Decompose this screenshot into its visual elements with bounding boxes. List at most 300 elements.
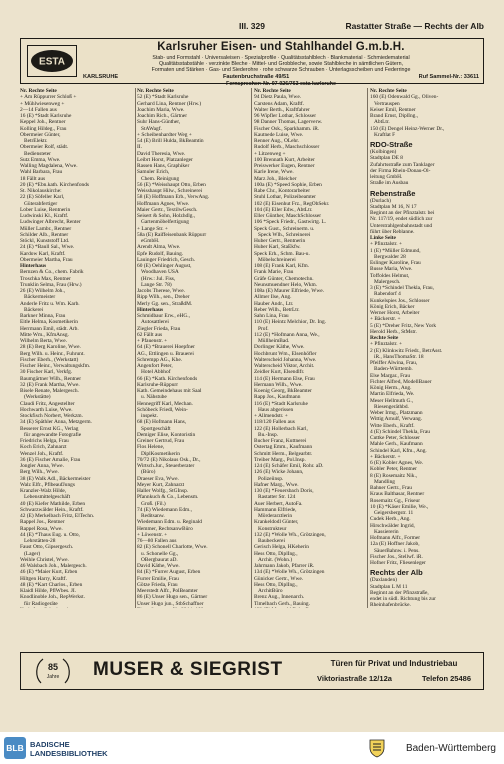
library-name-line-1: BADISCHE [30, 740, 70, 749]
directory-entry: Rassen Hans, Graphiker [137, 163, 190, 169]
directory-entry: Karlsruhe-Rüppurr [137, 381, 179, 388]
directory-entry: Mahle Gerh., Kaufmann [370, 441, 423, 448]
directory-entry: Bernzen & Co., chem. Fabrik [20, 269, 84, 276]
directory-column-2 [137, 88, 249, 608]
directory-entry: 126 (E) Wicke Johann, [254, 469, 304, 476]
directory-entry: Sportgeschäft [141, 425, 171, 432]
directory-entry: 16 (E) *Stadt Karlsruhe [20, 113, 72, 119]
directory-entry: Vertrauspen [374, 100, 400, 107]
directory-entry: Hochwarth Luise, Wwe. [20, 406, 73, 413]
directory-entry: iR., HansThomaStr. 18 [374, 353, 424, 360]
directory-entry: Rappel Rosa, Wwe. [20, 525, 63, 532]
directory-entry: Günicker Gertr., Wwe. [254, 575, 304, 582]
section-heading: Nr. Rechte Seite [254, 88, 291, 94]
directory-entry: Bäckermeister [24, 294, 56, 301]
directory-entry: + Scheibenhardter Weg + [137, 131, 192, 138]
directory-entry: Suhr Hans-Günther, [137, 119, 181, 126]
directory-entry: 108 (E) Frank Karl, Kfm. [254, 263, 310, 269]
directory-entry: 18 Fällt aus [20, 175, 46, 182]
directory-entry: Angenfort Peter, [137, 363, 173, 369]
directory-entry: Stockfisch Norbert, Werkzm. [20, 413, 83, 419]
directory-entry: Götze Frieda, Frau [137, 581, 178, 588]
directory-entry: Samuler Erich, [137, 169, 170, 176]
library-name-line-2: LANDESBIBLIOTHEK [30, 749, 108, 758]
directory-entry: Allmer Ilse, Ang. [254, 294, 292, 301]
directory-entry: Fischer Heinr., Verwaltungskfm. [20, 363, 91, 369]
section-heading: Linke Seite [370, 235, 396, 241]
directory-entry: 8 (E) Rosemaitz Nik., [370, 472, 418, 479]
directory-entry: 36 (E) Fischer Amalie, Frau [20, 456, 81, 463]
directory-entry [254, 607, 365, 608]
ad-line-3: Formaten und Stärken · Gas- und Siederohre · rohe schwarze Schrauben · Unterlagsscheiben und Federringe [151, 67, 411, 73]
directory-entry: BetrElektr. [24, 138, 48, 144]
directory-entry: 108a (E) Maurer Elfriede, Wwe. [254, 288, 324, 294]
laurel-icon [31, 655, 75, 687]
directory-entry: + Mühlwiesenweg + [20, 100, 65, 107]
directory-entry: Greiner Gertrud, Frau [137, 438, 185, 444]
directory-entry: 106 *Speck Friedr., Gastwirtg. L. [254, 219, 327, 226]
directory-entry: Herold Herb., StMstr. [370, 328, 417, 335]
directory-entry: + Pfauenstr. + [137, 338, 168, 344]
directory-entry: 114 (E) Hermann Else, Frau [254, 375, 315, 382]
street-heading: Rechts der Alb [370, 568, 423, 578]
directory-entry: Zeidler Kurt, Elsendlfr. [254, 369, 305, 376]
directory-entry: 76—80 Fallen aus [137, 538, 177, 544]
directory-entry: Demiger Elise, Kontoristin [137, 431, 196, 438]
directory-entry: Meser Hellmuth G., [370, 397, 414, 404]
directory-entry: 44 (E) *Thaus Eug. u. Otto, [20, 531, 80, 538]
directory-entry: Rudolf Herb., Maschschlosser [254, 144, 320, 151]
directory-entry: Merly Gg. sen., StraßdM. [137, 300, 193, 307]
section-heading: Nr. Rechte Seite [370, 88, 407, 94]
directory-entry: 60 (E) Oehlinger August, [137, 263, 192, 269]
directory-entry: Jongler Anna, Wwe. [20, 463, 64, 469]
directory-entry: Fichter Alfred, ModellBauer [370, 378, 432, 385]
directory-entry: 96 Wipfler Lothar, Schlosser [254, 113, 317, 119]
directory-entry: für Radiogeräte [24, 600, 58, 607]
directory-entry: Kobler Peter, Rentner [370, 466, 417, 473]
directory-entry: Schmidbaur Erw., eHG., [137, 313, 190, 319]
directory-entry: 6 (E) Kobler Agnes, We. [370, 460, 424, 466]
directory-entry: Unser Hugo jun., StbSchaffner [137, 600, 204, 607]
directory-entry: Mitte Wm., KfmAnsg. [20, 331, 69, 338]
directory-entry: Leibrt Horst, Platzanleger [137, 156, 193, 163]
directory-entry: Walter Berth., Kraftfahrer [254, 106, 310, 113]
directory-entry [20, 607, 133, 608]
directory-entry: Nr. 117/19, endet südlich zur [370, 216, 433, 223]
directory-entry: 3 (E) *Schindel Thekla, Frau, [370, 285, 434, 291]
directory-entry: 38 (E) Walk Adl., Bäckermeister [20, 475, 91, 482]
directory-entry: Ripp Wilh., sen., Dreher [137, 294, 190, 301]
directory-entry: 40 (E) Kiefer Mathilde, Erben [20, 500, 86, 507]
section-heading: Nr. Rechte Seite [137, 88, 174, 94]
directory-entry: Haller Wolfg., StGInsp. [137, 488, 189, 494]
directory-entry: Baden-Württemb. [374, 366, 413, 373]
street-heading: Rebenstraße [370, 188, 416, 198]
section-heading: Hinterhaus [137, 306, 164, 313]
directory-entry: Haus abgerissen [258, 406, 294, 413]
directory-entry: (Kolbingen) [370, 149, 397, 155]
directory-entry: (Hrw.: Jul. Fiss, [141, 275, 176, 282]
directory-entry: 100 Brennath Kurt, Arbeiter [254, 156, 315, 163]
directory-entry: + Am Rüppurrer Schloß + [20, 94, 77, 101]
directory-entry [137, 607, 249, 608]
directory-entry: Weihle Christel, Wwe. [20, 556, 69, 563]
directory-entry: inspekt. [141, 413, 158, 419]
directory-entry: Keppel Joh., Rentner [20, 119, 66, 126]
directory-entry: Cudek Herb., Ang. [370, 516, 411, 523]
directory-entry: Bu.-Insp. [258, 431, 279, 438]
directory-entry: Hess Otto, DiplIng., [254, 581, 298, 588]
directory-entry: Prof. [258, 325, 269, 332]
directory-entry: Koch Erich, Zahnarzt [20, 444, 67, 451]
directory-entry: Huber Gertr., Rentnerin [254, 238, 306, 244]
directory-entry: Jacobs Therese, Wwe. [137, 288, 185, 294]
directory-entry: Schilder Alb., Rentner [20, 231, 69, 238]
directory-entry: 110 (E) Heintz Melchior, Dr. Ing. [254, 319, 327, 326]
directory-entry: Sutz Emma, Wwe. [20, 156, 61, 163]
directory-entry: Rabe Chr., Kontorarbeiter [254, 188, 310, 194]
section-heading: Rechte Seite [370, 335, 399, 341]
directory-entry: 2 (E) Klinkwitz Friedr., BetrAsst. [370, 347, 443, 354]
directory-entry: Hammann Elfriede, [254, 506, 297, 513]
directory-entry: 48 (E) *Kart Charlos., Erben [20, 581, 83, 588]
directory-entry: 98 Danner Thomas, Lagerverw. [254, 119, 323, 126]
directory-entry: Keiser Emil, Rentner [370, 106, 416, 113]
directory-entry: Preiswerker Eugen, Rentner [254, 163, 315, 169]
directory-entry: Ziegler Frieda, Frau [137, 325, 181, 332]
directory-entry: Berg Wilh., Wwe. [20, 469, 59, 476]
directory-entry: Baubeckerei [258, 538, 285, 544]
directory-entry: Brenz Aug., Innenarch. [254, 594, 305, 601]
ad-contact-row [83, 74, 479, 81]
directory-entry: 28 (E) Berg Karoline, Wwe. [20, 344, 81, 351]
directory-entry: + Bäckerstr. + [370, 453, 401, 460]
directory-entry: 84 (E) *Furrer August, Erben [137, 569, 201, 576]
directory-entry: Schwarzwälder Hein., Kraftf. [20, 506, 84, 513]
directory-entry: 124 (E) Schäfer Emil, Rohr. aD. [254, 463, 324, 469]
directory-entry: Archit. (Wohn.) [258, 556, 293, 563]
column-divider [367, 88, 368, 608]
directory-entry: Walterscheid Viktor, Archit. [254, 363, 315, 369]
directory-entry: Wahl Barbara, Frau [20, 169, 63, 176]
directory-entry: Jahrmann Jakob, Pfarrer iR. [254, 563, 315, 569]
directory-entry: Joachim Maria, Wwe. [137, 106, 185, 113]
directory-entry: Beginnt an der Pfinztalstr. bei [370, 210, 435, 216]
directory-entry: u. Schonelle Gg., [141, 550, 179, 557]
directory-entry: Speck Erh., Schm. Bau-u. [254, 250, 310, 257]
directory-entry: der Firma Rhein-Donau-Öl- [370, 167, 431, 174]
directory-entry: Lauinger Friedrich, Gesch. [137, 256, 196, 263]
directory-entry: Hermann Wilh., Wwe. [254, 381, 303, 388]
firm-name: MUSER & SIEGRIST [93, 659, 283, 680]
directory-entry: 82 (E) Schonell Charlotte, Wwe. [137, 544, 208, 551]
directory-entry: Timelbach Gerh., Bauing. [254, 600, 310, 607]
directory-entry: 132 (E) *Wolle Wh., Grötzingen, [254, 531, 326, 538]
directory-entry: Pfeiffer Alwina, Frau, [370, 360, 418, 366]
directory-entry: Cuttke Peter, Schlosser [370, 435, 420, 441]
directory-entry: Troschka Max, Rentner [20, 275, 71, 282]
directory-entry: Woodhaven USA [141, 269, 179, 276]
directory-entry: Kath. Gemeindehaus mit Saal [137, 388, 202, 394]
directory-entry: Beginnt an der Pfinzstraße, [370, 589, 429, 596]
directory-entry: Bahner Gertr., Frau [370, 485, 412, 491]
library-footer [0, 732, 504, 764]
directory-entry: + Allmendstr. + [254, 413, 288, 419]
directory-entry: 74 (E) Wiedemann Edm., [137, 506, 192, 513]
directory-entry: Kranzler-Walz Hilde, [20, 488, 67, 494]
directory-entry: II. [137, 144, 142, 151]
directory-entry: 122 (E) Hollerbach Karl, [254, 425, 308, 432]
directory-entry: (Durlach) [370, 197, 391, 204]
directory-entry: Hotel Abbhof [141, 369, 171, 376]
directory-entry: Ludwinger Albrecht, Renter [20, 219, 81, 226]
directory-entry: Geigersbergstr. 11 [374, 510, 414, 516]
directory-entry: + Löwenstr. + [137, 531, 168, 538]
directory-entry: leitung GmbH. [370, 174, 403, 180]
firm-slogan: Türen für Privat und Industriebau [330, 659, 458, 668]
directory-entry: + Litzenweg + [254, 150, 286, 157]
directory-entry: Konstrukteur [258, 525, 287, 532]
directory-entry: Lehrstätten-28 [24, 538, 56, 544]
directory-entry: Eller Günther, MaschSchlosser [254, 213, 322, 219]
directory-entry: Gartenmöbelfertigung [141, 219, 189, 226]
directory-entry: Hirschwälder Ingrid, [370, 522, 415, 529]
ad-title: Karlsruher Eisen- und Stahlhandel G.m.b.H. [157, 41, 405, 53]
directory-entry: DiplKosmetikerin [141, 450, 180, 457]
directory-entry: Maier Gertr., TextilwGesch. [137, 206, 198, 213]
directory-entry: Bisele Renate, Malergesch. [20, 388, 79, 394]
directory-entry: 34 (E) Späthler Anna, Metzgerm. [20, 419, 92, 426]
directory-entry: Bäckerei [24, 306, 44, 313]
directory-entry: 112 (E) *Hofmann Anna, We., [254, 331, 320, 338]
directory-column-3 [254, 88, 365, 608]
directory-entry: Möbelschreinerei [258, 256, 296, 263]
directory-entry: Autosattlerei [141, 319, 169, 326]
directory-entry: 42 (E) Merkelbach Fritz, ElTechn. [20, 513, 95, 519]
state-crest-icon [368, 738, 386, 758]
column-divider [135, 88, 136, 608]
directory-entry: 150 (E) Dengel Heinz-Werner Dr., [370, 125, 445, 132]
directory-entry: Walling Magdalena, Wwe. [20, 163, 78, 169]
directory-entry: Hennegriff Karl, Mechan. [137, 400, 193, 407]
directory-entry: Treiber Marg., Pol.Insp. [254, 456, 306, 463]
directory-entry: SäuerBahnw. i. Pens. [374, 547, 420, 554]
directory-column-4 [370, 88, 484, 608]
directory-entry: Fischer Osk., Sparkhamm. iR. [254, 125, 320, 132]
anniversary-emblem [31, 655, 75, 687]
directory-entry: Gerisch Helga, HKeherin [254, 544, 309, 551]
directory-entry: 70/72 (E) Nikolaus Osk., Dr., [137, 456, 201, 463]
directory-entry: Auer Herbert, AutoFa. [254, 500, 303, 507]
directory-entry: StAWagf. [141, 125, 162, 132]
directory-entry: 46 (E) *Maier Kurt, Erben [20, 569, 78, 576]
directory-entry: Draeser Eva, Wwe. [137, 475, 179, 482]
ad-line-1: Stab- und Formstahl · Universaleisen · Spezialprofile · Qualitätsstahlblech · Blankmaterial · Schmiedematerial [152, 55, 410, 61]
directory-entry: Kraftlat F [374, 131, 396, 138]
directory-entry: 4 (E) Schindel Thekla, Frau [370, 428, 430, 435]
directory-entry: ArchitBüro [258, 588, 283, 594]
directory-entry: u. Nähstube [141, 394, 167, 401]
directory-entry: (Lager) [24, 550, 41, 557]
directory-column-1 [20, 88, 133, 608]
directory-entry: 52 (E) *Stadt Karlsruhe [137, 94, 189, 101]
directory-entry: Bergwalder 28 [374, 253, 406, 260]
directory-entry: Eitle Helma, Kosmetikerin [20, 319, 78, 326]
directory-entry: + Pfinztalstr. + [370, 341, 402, 348]
state-name[interactable]: Baden-Württemberg [405, 743, 496, 754]
directory-entry: David Käthe, Wwe. [137, 563, 180, 569]
directory-entry: Güterabfertiger [24, 200, 58, 207]
directory-entry: Rabendorf 4 [374, 291, 401, 298]
directory-entry: 104 (E) Eller Edw., AbtLtr. [254, 206, 313, 213]
directory-entry: Dorlinger Käthe, Wwe. [254, 344, 305, 351]
bottom-advertisement [20, 652, 484, 690]
directory-entry: Hofner Fritz, Fliesenleger [370, 560, 426, 566]
directory-entry: Schrempp AG., Khe. [137, 356, 183, 363]
directory-entry: Wirtsch.Jur., Steuerberater [137, 463, 195, 469]
directory-entry: 100a (E) *Speed Sophie, Erben [254, 181, 322, 188]
directory-entry: Obermeier Martha, Frau [20, 256, 73, 263]
blb-logo-icon[interactable]: BLB [4, 737, 26, 759]
directory-entry: Speck Gust., Schreinerm. u. [254, 225, 315, 232]
directory-entry: Stöckl, Kunststoff Ltd. [20, 238, 70, 244]
directory-entry: Rapp Jos., Kaufmann [254, 394, 301, 401]
directory-entry: Witte Eberh., Kraftf. [370, 422, 415, 429]
running-title: Rastatter Straße — Rechts der Alb [345, 21, 484, 31]
directory-entry: 26 (E) Wilhelm Joh., [20, 288, 66, 294]
page-header [20, 20, 484, 34]
directory-entry: Carstens Adam, Kraftf. [254, 100, 304, 107]
directory-entry: 102 (E) Eisenhut Frz., RegObSekr. [254, 200, 330, 207]
directory-entry: 130 (E) *Feuersbach Doris, [254, 488, 314, 494]
directory-entry: Huber Karl, StaEkfw. [254, 244, 301, 251]
directory-entry: 66 (E) *Kath. Kirchenfonds [137, 375, 198, 382]
directory-entry: 20 (E) *Ebn.kath. Kirchenfonds [20, 181, 90, 188]
directory-entry: Schmitt Herm., Belgearbtr. [254, 450, 313, 457]
directory-entry: Walterscheid Johanna, Wwe. [254, 356, 317, 363]
directory-entry: OBergbaurat aD. [141, 556, 178, 563]
directory-entry: Stadtplan DE 8 [370, 155, 403, 162]
directory-entry: Epfe Rudolf, Bauing. [137, 250, 184, 257]
directory-entry: Meyer Kurt, Zahnarzt [137, 481, 185, 488]
directory-entry: St. Nikolauskirche: [20, 188, 62, 194]
directory-entry: Kautnede Luise, Wwe. [254, 131, 304, 138]
directory-entry: Neunsmuendner Helo, Wkm. [254, 281, 318, 288]
directory-entry: Rappel Jos., Rentner [20, 519, 65, 526]
directory-entry: Fischer Eberh., (Werkstatt) [20, 356, 79, 363]
ad-sammel: Ruf Sammel-Nr.: 33611 [418, 74, 479, 80]
directory-entry: Meerstedt Alfr., PolBeamter [137, 588, 198, 594]
directory-entry: 116 (E) *Stadt Karlsruhe [254, 400, 308, 407]
directory-entry: Kraus Balthasar, Rentner [370, 491, 425, 498]
directory-entry: Pfannkuch & Co., Lebensm. [137, 494, 199, 501]
directory-entry: 56 (E) *Weisshaupt Otto, Erben [137, 181, 206, 188]
directory-entry: führt über Reblanne. [370, 228, 415, 235]
directory-entry: Kolling Hildeg., Frau [20, 125, 67, 132]
directory-entry: + Bäckerstr. + [370, 316, 401, 323]
directory-entry: + Pfinztalstr. + [370, 241, 402, 248]
directory-entry: Rastatter Str. 124 [258, 494, 296, 501]
directory-entry: Obermeier Rolf, städt. [20, 144, 69, 151]
firm-address: Viktoriastraße 12/12a [317, 674, 392, 683]
directory-entry: Bediensteter [24, 150, 51, 157]
directory-entry: 62 Fällt aus [137, 331, 163, 338]
directory-entry: Wiedemann Edm. u. Reginald [137, 519, 202, 526]
directory-entry: eGmbH. [141, 238, 160, 244]
directory-entry: Friedrichs Helga, Frau [20, 438, 69, 444]
directory-entry: 5 (E) *Dreher Fritz, New York [370, 322, 437, 329]
directory-entry: Trunklin Selma, Frau (Hrw.) [20, 281, 82, 288]
directory-entry: Wenzel Joh., Kraftf. [20, 450, 64, 457]
directory-entry: Martin Elfrieda, We. [370, 391, 415, 398]
directory-entry: Mandling [374, 478, 395, 485]
directory-entry: Joachim Rich., Gärtner [137, 113, 187, 119]
directory-entry: Besserer Ernst KG., Verlag [20, 425, 79, 432]
directory-entry: Gräfe Günter, Chemotechn. [254, 275, 314, 282]
section-heading: Hinterhaus [20, 263, 47, 269]
directory-entry: Riesengeräthbd. [374, 403, 409, 410]
directory-entry: Frank Marie, Frau [254, 269, 294, 276]
emblem-label: Jahre [46, 674, 60, 680]
directory-entry: Stadtplan M 16, N 17 [370, 203, 417, 210]
directory-entry: Klaidl Hilde, PflWbes. JI. [20, 588, 76, 594]
directory-entry: Berg Wilh. u. Heinr., Fuhrunt. [20, 350, 85, 357]
directory-entry: Wittig Arnulf, Verwang. [370, 416, 423, 423]
directory-entry: Herrmann Emil, städt. Arb. [20, 325, 79, 332]
directory-entry: Hafner Marg., Wwe. [254, 481, 299, 488]
directory-entry: Else Margar., Frau [370, 372, 411, 379]
directory-entry: Karle Irene, Wwe. [254, 169, 294, 176]
directory-entry: Stadtplan L M 11 [370, 583, 408, 590]
directory-entry: Ludwinski Kl., Kraftf. [20, 213, 69, 219]
directory-entry: Walz Elfr., PflbeaufJungs [20, 481, 75, 488]
directory-entry: Hofmann Alfr., Former [370, 535, 421, 541]
directory-entry: Stuhl Lothar, Polizeibeamter [254, 194, 316, 201]
ad-address: Fautenbruchstraße 49/51 [223, 74, 290, 80]
esta-logo-icon [27, 45, 77, 77]
directory-entry: Kunkelspies Jos., Schlosser [370, 297, 430, 304]
directory-entry: 12a (E) Hoffner Jakob, [370, 541, 420, 548]
directory-entry: Groß. (Fil.) [141, 500, 166, 507]
directory-entry: Obermeier Günter, [20, 131, 61, 138]
directory-entry: 24 (E) *Baull Sal., Wwe. [20, 244, 75, 251]
ad-phone: Fernsprecher: Nr. 97-926/763 esta karlsruhe [226, 81, 336, 87]
directory-entry: König Herm., Ang. [370, 385, 412, 391]
directory-entry: Busse Maria, Wwe. [370, 266, 413, 273]
directory-entry: 32 (E) Frank Martha, Wwe. [20, 381, 80, 388]
directory-entry: Koenig Georg, BkBeamter [254, 388, 312, 394]
directory-entry: Hemmer, RechtsanwBüro [137, 525, 193, 532]
street-heading: RDO-Straße [370, 140, 413, 149]
directory-entry: Ostertag Emm., Kaufmann [254, 444, 313, 451]
directory-entry: 94 Dietz Paula, Wwe. [254, 94, 302, 101]
directory-entry: Gerhard Lina, Rentner (Hrw.) [137, 100, 202, 107]
directory-entry: Lange Str. 78) [141, 281, 172, 288]
directory-entry: Bucher Franz, Kuttnerei [254, 438, 307, 444]
library-name[interactable] [30, 740, 108, 758]
directory-entry: für angewandte Fotografie [24, 431, 82, 438]
directory-entry: Baumgärtner Wilh., Rentner [20, 375, 82, 382]
directory-entry: Renner Aug., OLehr. [254, 138, 300, 144]
directory-entry: Schöbeck Friedl, Wein- [137, 406, 188, 413]
directory-entry: Rosemaitz Gg., Friseur [370, 497, 421, 504]
directory-entry: Anderle Fritz u. Wm. Karb. [20, 300, 80, 307]
directory-entry: Weisshaupt Hilw., Schreinerei [137, 188, 203, 194]
directory-entry: Krankeldodl Günter, [254, 519, 299, 526]
directory-entry: Müller Lambr., Rentner [20, 225, 72, 232]
directory-entry: Arendt Alma, Wwe. [137, 244, 181, 251]
